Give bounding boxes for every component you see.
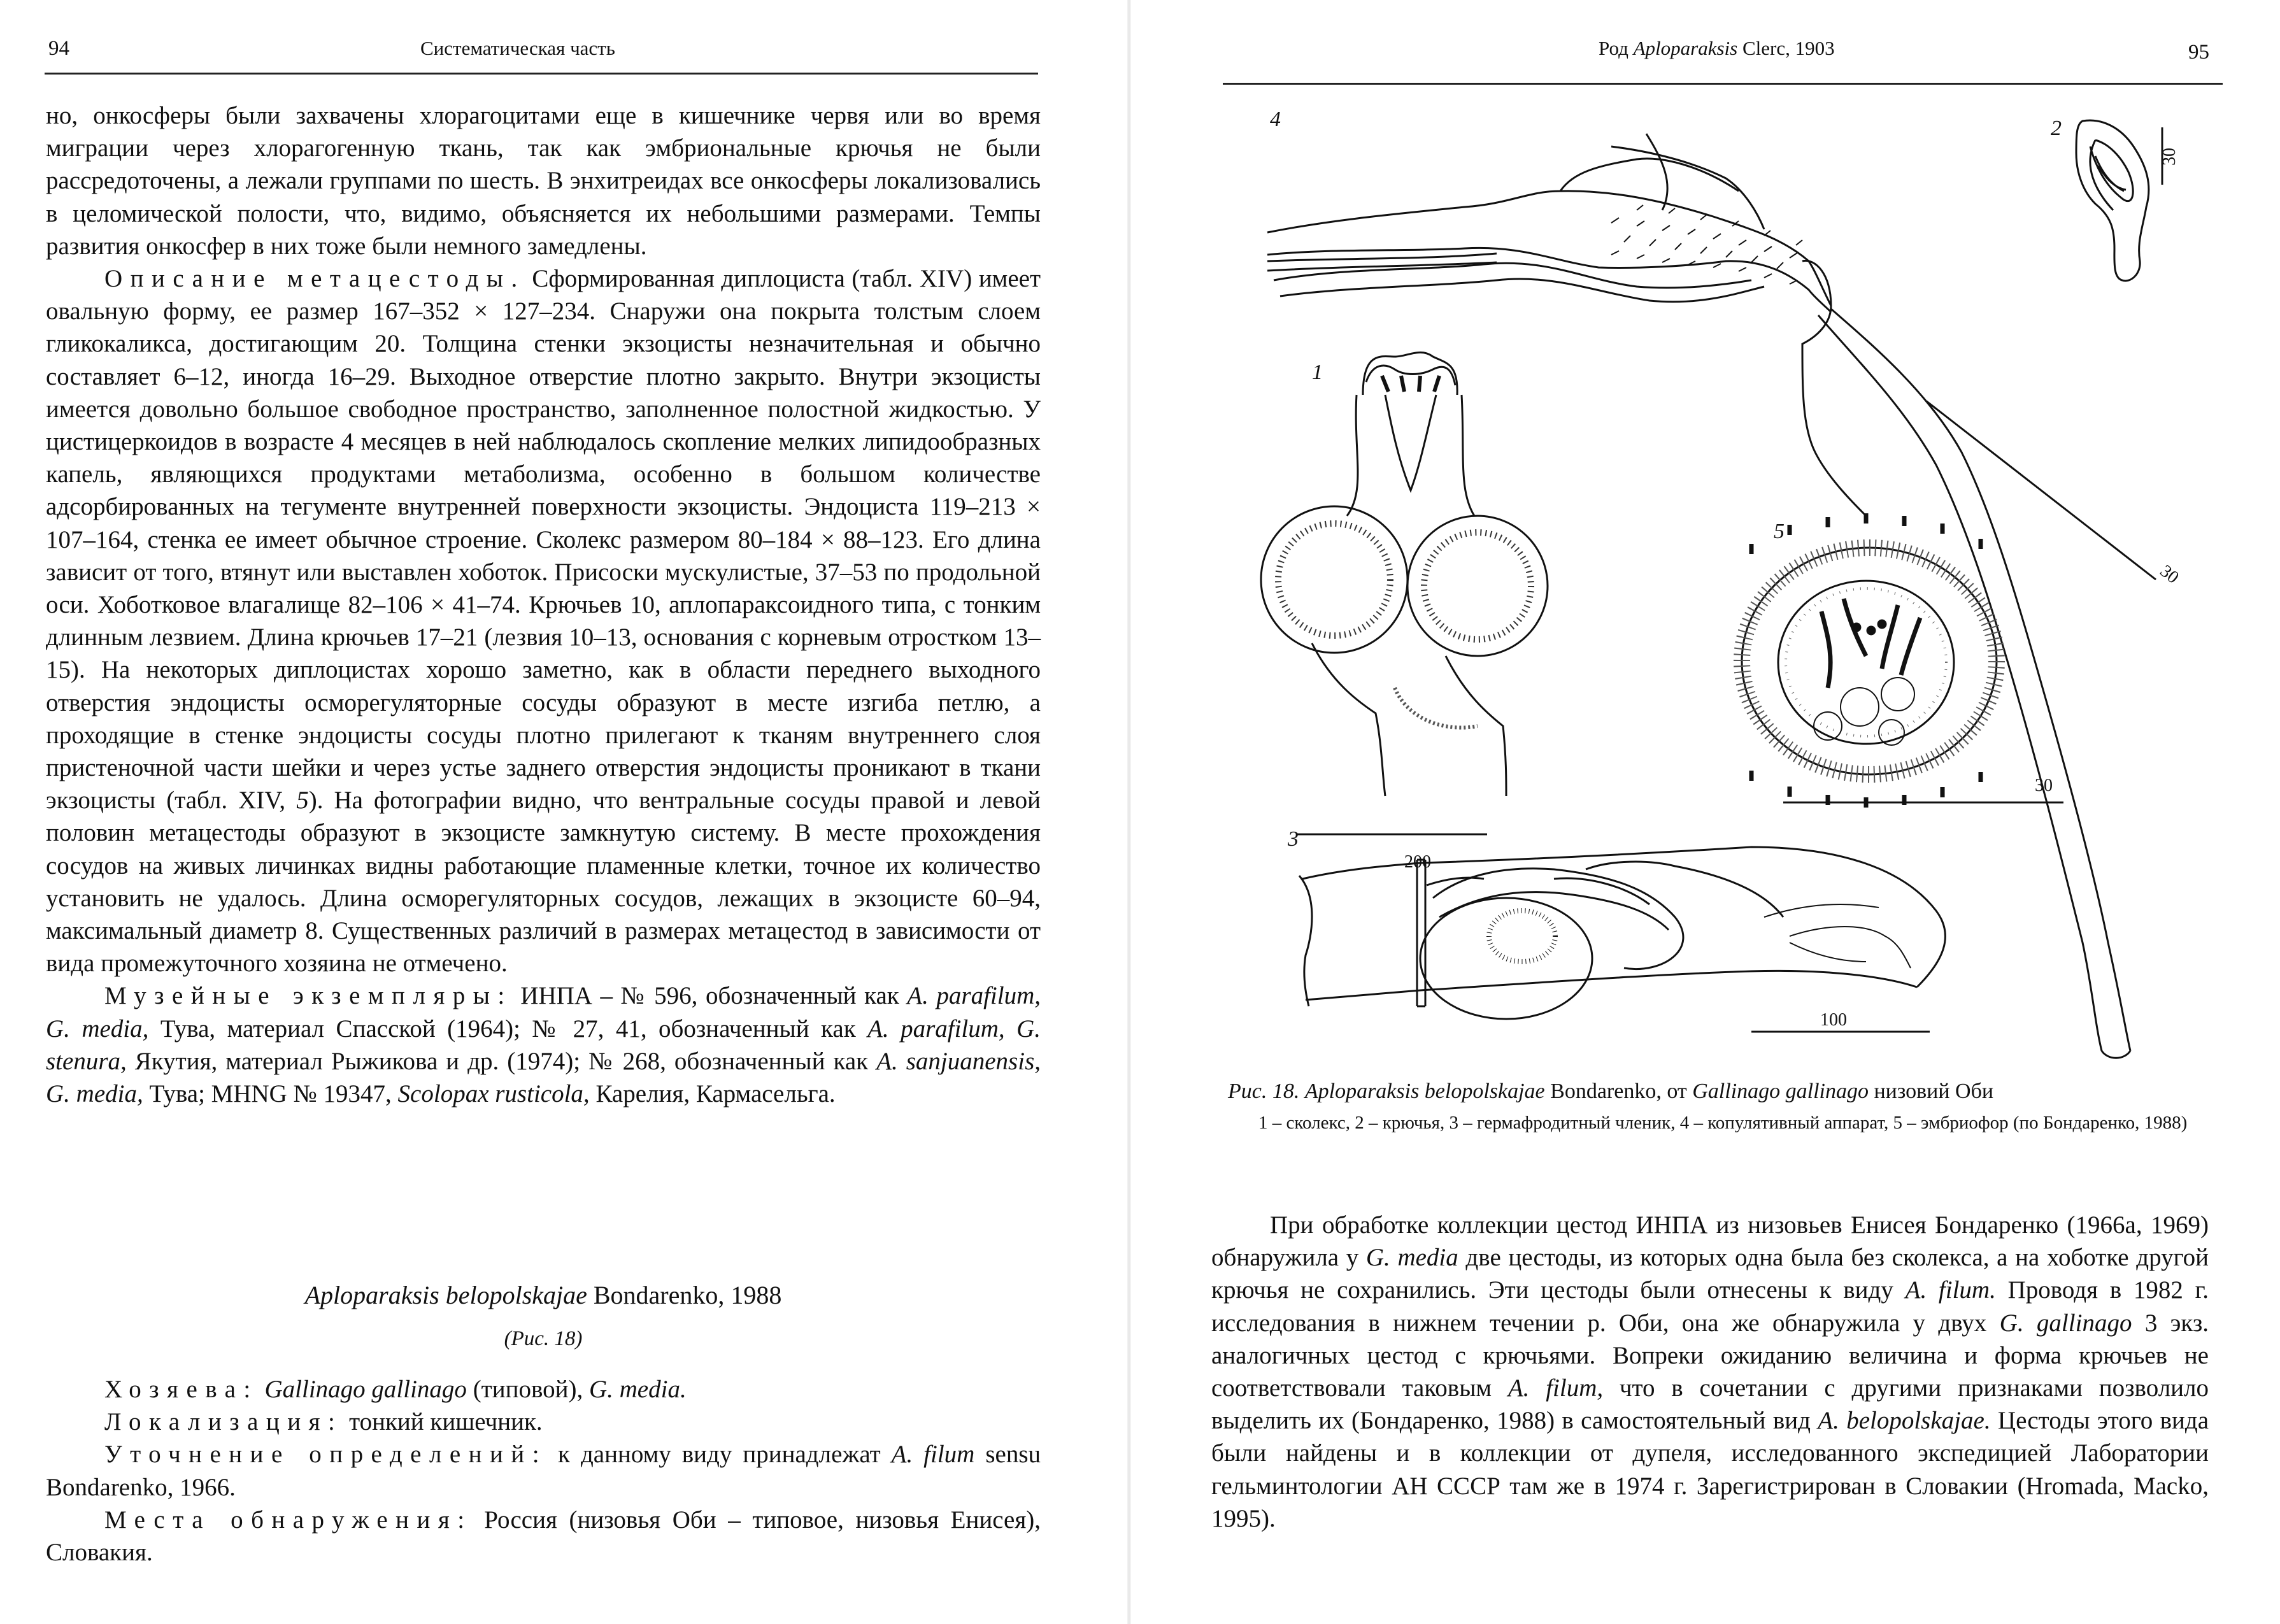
embryophore-drawing <box>1742 513 2063 808</box>
running-head-post: Clerc, 1903 <box>1737 37 1835 59</box>
running-head-right <box>1599 37 1835 60</box>
species-title: Aploparaksis belopolskajae <box>304 1281 587 1309</box>
right-species-3: G. gallinago <box>1999 1309 2132 1337</box>
metacestode-text: Сформированная диплоциста (табл. XIV) имеет овальную форму, ее размер 167–352 × 127–234. Снаружи она покрыта толстым слоем гликокаликса, достигающим 20. Толщина стенки экзоцисты незначительная и обычно составляет 6–12, иногда 16–29. Выходное отверстие плотно закрыто. Внутри экзоцисты имеется довольно большое свободное пространство, заполненное полостной жидкостью. У цистицеркоидов в возрасте 4 месяцев в ней наблюдалось скопление мелких липидообразных капель, являющихся продуктами метаболизма, особенно в большом количестве адсорбированных на тегументе внутренней поверхности экзоцисты. Эндоциста 119–213 × 107–164, стенка ее имеет обычное строение. Сколекс размером 80–184 × 88–123. Его длина зависит от того, втянут или выставлен хоботок. Присоски мускулистые, 37–53 по продольной оси. Хоботковое влагалище 82–106 × 41–74. Крючьев 10, аплопараксоидного типа, с тонким длинным лезвием. Длина крючьев 17–21 (лезвия 10–13, основания с корневым отростком 13–15). На некоторых диплоцистах хорошо заметно, как в области переднего выходного отверстия эндоцисты осморегуляторные сосуды образуют в месте изгиба петлю, а проходящие в стенке эндоцисты сосуды плотно прилегают к тканям внутреннего слоя пристеночной части шейки и через устье заднего отверстия эндоцисты проникают в ткани экзоцисты (табл. XIV, <box>46 265 1041 815</box>
caption-species: Aploparaksis belopolskajae <box>1304 1079 1545 1103</box>
running-head-left: Систематическая часть <box>420 37 615 59</box>
places-label: Места обнаружения: <box>104 1506 473 1534</box>
caption-mid: Bondarenko, от <box>1544 1079 1693 1103</box>
caption-end: низовий Оби <box>1868 1079 1994 1103</box>
localization-text: тонкий кишечник. <box>343 1408 543 1436</box>
figure-caption-title <box>1228 1079 2215 1104</box>
scale-label-200: 200 <box>1404 852 1431 872</box>
localization-paragraph <box>46 1406 1041 1438</box>
table-ref: 5 <box>296 787 309 815</box>
museum-species-3: A. sanjuanensis, G. media, <box>46 1047 1041 1108</box>
species-heading <box>46 1280 1041 1310</box>
figure-label-2: 2 <box>2051 117 2062 140</box>
identification-species: A. filum <box>891 1441 975 1469</box>
right-species-4: A. filum, <box>1507 1374 1604 1402</box>
identification-text-2: sensu Bondarenko, 1966. <box>46 1441 1041 1501</box>
places-paragraph <box>46 1504 1041 1569</box>
hosts-species-2: G. media. <box>588 1376 687 1403</box>
page-number-left: 94 <box>48 37 69 60</box>
scale-label-30-horizontal: 30 <box>2035 776 2053 795</box>
right-text-2: две цестоды, из которых одна была без сколекса, а на хоботке другой крючья не сохранились. Эти цестоды были отнесены к виду <box>1211 1244 2209 1304</box>
identification-text: к данному виду принадлежат <box>547 1441 892 1469</box>
right-text-4: 3 экз. аналогичных цестод с крючьями. Вопреки ожиданию величина и форма крючьев не соответствовали таковым <box>1211 1309 2209 1402</box>
scolex-drawing <box>1261 352 1548 834</box>
header-rule-left <box>45 73 1038 75</box>
localization-label: Локализация: <box>104 1408 343 1436</box>
species-figure-ref: (Рис. 18) <box>504 1327 583 1350</box>
right-body <box>1211 1209 2209 1535</box>
left-page <box>0 0 1121 1624</box>
museum-heading: Музейные экземпляры: <box>104 982 513 1010</box>
hosts-species-1: Gallinago gallinago <box>264 1376 467 1403</box>
right-text-6: Цестоды этого вида были найдены и в коллекции от дупеля, исследованного экспедицией Лаборатории гельминтологии АН СССР там же в 1974 г. Зарегистрирован в Словакии (Hromada, Macko, 1995). <box>1211 1407 2209 1532</box>
caption-host: Gallinago gallinago <box>1692 1079 1869 1103</box>
left-body <box>46 99 1041 1110</box>
caption-prefix: Рис. 18. <box>1228 1079 1305 1103</box>
museum-text: ИНПА – № 596, обозначенный как <box>520 982 908 1010</box>
identification-label: Уточнение определений: <box>104 1441 548 1469</box>
scale-label-30-vertical: 30 <box>2160 148 2179 166</box>
figure-label-1: 1 <box>1312 360 1323 384</box>
museum-species-1: A. parafilum, G. media, <box>46 982 1041 1043</box>
segment-drawing <box>1299 847 1945 1032</box>
scale-label-30-diagonal: 30 <box>2156 561 2183 588</box>
metacestode-paragraph <box>46 262 1041 979</box>
right-text-5: что в сочетании с другими признаками позволило выделить их (Бондаренко, 1988) в самостоятельный вид <box>1211 1374 2209 1435</box>
right-text-3: Проводя в 1982 г. исследования в нижнем течении р. Оби, она же обнаружила у двух <box>1211 1276 2209 1337</box>
running-head-genus: Aploparaksis <box>1633 37 1738 59</box>
header-rule-right <box>1223 83 2223 85</box>
identification-paragraph <box>46 1438 1041 1503</box>
hosts-label: Хозяева: <box>104 1376 259 1403</box>
metacestode-text-2: ). На фотографии видно, что вентральные сосуды правой и левой половин метацестоды образуют в экзоцисте замкнутую систему. В месте прохождения сосудов на живых личинках видны работающие пламенные клетки, точное их количество установить не удалось. Длина осморегуляторных сосудов, лежащих в экзоцисте 60–94, максимальный диаметр 8. Существенных различий в размерах метацестод в зависимости от вида промежуточного хозяина не отмечено. <box>46 787 1041 978</box>
figure-caption-legend: 1 – сколекс, 2 – крючья, 3 – гермафродитный членик, 4 – копулятивный аппарат, 5 – эмбриофор (по Бондаренко, 1988) <box>1258 1113 2188 1133</box>
continuation-paragraph: но, онкосферы были захвачены хлорагоцитами еще в кишечнике червя или во время миграции через хлорагогенную ткань, так как эмбриональные крючья не были рассредоточены, а лежали группами по шесть. В энхитреидах все онкосферы локализовались в целомической полости, что, видимо, объясняется их небольшими размерами. Темпы развития онкосфер в них тоже были немного замедлены. <box>46 102 1041 260</box>
right-species-2: A. filum. <box>1905 1276 1996 1304</box>
running-head-pre: Род <box>1599 37 1634 59</box>
places-text: Россия (низовья Оби – типовое, низовья Енисея), Словакия. <box>46 1506 1041 1567</box>
copulatory-apparatus-drawing <box>1267 134 2156 1058</box>
figure-label-5: 5 <box>1774 520 1785 543</box>
figure-label-4: 4 <box>1270 108 1281 131</box>
museum-species-4: Scolopax rusticola, <box>397 1080 590 1108</box>
hosts-paragraph <box>46 1373 1041 1406</box>
right-species-5: A. belopolskajae. <box>1818 1407 1991 1435</box>
figure-label-3: 3 <box>1288 827 1299 851</box>
right-page <box>1140 0 2280 1624</box>
museum-text-4: Тува; MHNG № 19347, <box>143 1080 398 1108</box>
book-gutter <box>1127 0 1131 1624</box>
hosts-text: (типовой), <box>466 1376 589 1403</box>
museum-paragraph <box>46 979 1041 1110</box>
hooks-drawing <box>2076 120 2162 281</box>
museum-species-2: A. parafilum, G. stenura, <box>46 1015 1041 1075</box>
right-species-1: G. media <box>1365 1244 1458 1272</box>
figure-18 <box>1255 96 2197 1064</box>
museum-text-2: Тува, материал Спасской (1964); № 27, 41, обозначенный как <box>148 1015 868 1043</box>
right-paragraph <box>1211 1209 2209 1535</box>
right-text-1: При обработке коллекции цестод ИНПА из низовьев Енисея Бондаренко (1966а, 1969) обнаружила у <box>1211 1211 2209 1272</box>
page-number-right: 95 <box>2188 41 2209 64</box>
museum-text-3: Якутия, материал Рыжикова и др. (1974); № 268, обозначенный как <box>126 1047 877 1075</box>
left-species-body <box>46 1373 1041 1569</box>
metacestode-heading: Описание метацестоды. <box>104 265 525 293</box>
scale-label-100: 100 <box>1820 1010 1847 1030</box>
species-author: Bondarenko, 1988 <box>587 1281 782 1309</box>
museum-text-5: Карелия, Кармасельга. <box>589 1080 836 1108</box>
